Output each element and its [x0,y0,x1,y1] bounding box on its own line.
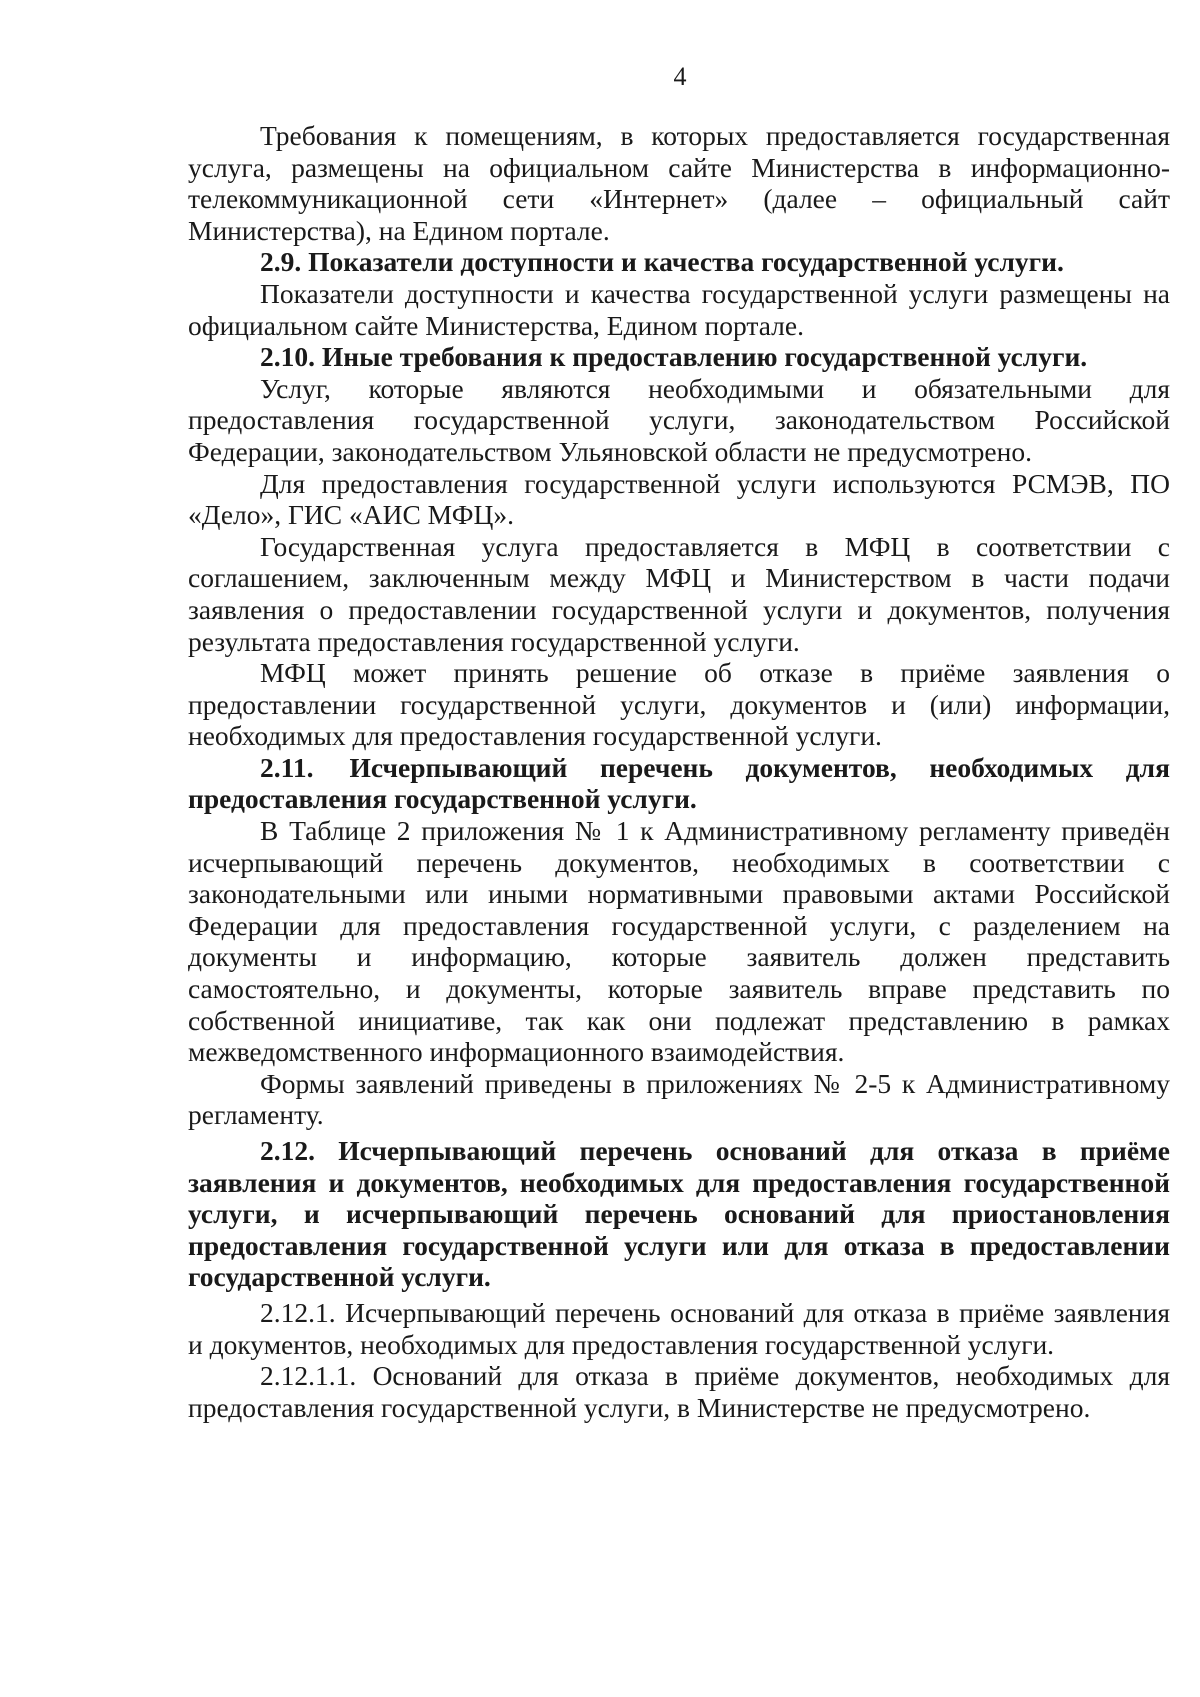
paragraph-documents-list: В Таблице 2 приложения № 1 к Административному регламенту приведён исчерпывающий перечень документов, необходимых в соответствии с законодательными или иными нормативными правовыми актами Российской Федерации для предоставления государственной услуги, с разделением на документы и информацию, которые заявитель должен представить самостоятельно, и документы, которые заявитель вправе представить по собственной инициативе, так как они подлежат представлению в рамках межведомственного информационного взаимодействия. [188,815,1170,1068]
paragraph-2-12-1-1: 2.12.1.1. Оснований для отказа в приёме документов, необходимых для предоставления государственной услуги, в Министерстве не предусмотрено. [188,1360,1170,1423]
heading-2-11-text: Исчерпывающий перечень документов, необходимых для предоставления государственной услуги. [188,751,1170,815]
paragraph-mfc-refusal: МФЦ может принять решение об отказе в приёме заявления о предоставлении государственной услуги, документов и (или) информации, необходимых для предоставления государственной услуги. [188,657,1170,752]
paragraph-systems: Для предоставления государственной услуги используются РСМЭВ, ПО «Дело», ГИС «АИС МФЦ». [188,467,1170,531]
heading-2-12: 2.12. Исчерпывающий перечень оснований для отказа в приёме заявления и документов, необходимых для предоставления государственной услуги, и исчерпывающий перечень оснований для приостановления предоставления государственной услуги или для отказа в предоставлении государственной услуги. [188,1135,1170,1293]
heading-2-11-number: 2.11. [260,751,314,783]
page-number: 4 [673,62,687,91]
document-body [188,120,1170,1423]
paragraph-accessibility: Показатели доступности и качества государственной услуги размещены на официальном сайте Министерства, Едином портале. [188,277,1170,341]
paragraph-premises: Требования к помещениям, в которых предоставляется государственная услуга, размещены на официальном сайте Министерства в информационно-телекоммуникационной сети «Интернет» (далее – официальный сайт Министерства), на Едином портале. [188,120,1170,246]
paragraph-forms: Формы заявлений приведены в приложениях № 2-5 к Административному регламенту. [188,1067,1170,1131]
heading-2-10: 2.10. Иные требования к предоставлению государственной услуги. [260,341,1088,373]
heading-2-9: 2.9. Показатели доступности и качества государственной услуги. [260,246,1064,278]
paragraph-mfc-agreement: Государственная услуга предоставляется в МФЦ в соответствии с соглашением, заключенным между МФЦ и Министерством в части подачи заявления о предоставлении государственной услуги и документов, получения результата предоставления государственной услуги. [188,530,1170,657]
heading-2-11 [188,752,1170,815]
paragraph-2-12-1: 2.12.1. Исчерпывающий перечень оснований для отказа в приёме заявления и документов, необходимых для предоставления государственной услуги. [188,1296,1170,1360]
paragraph-no-services: Услуг, которые являются необходимыми и обязательными для предоставления государственной услуги, законодательством Российской Федерации, законодательством Ульяновской области не предусмотрено. [188,372,1170,467]
